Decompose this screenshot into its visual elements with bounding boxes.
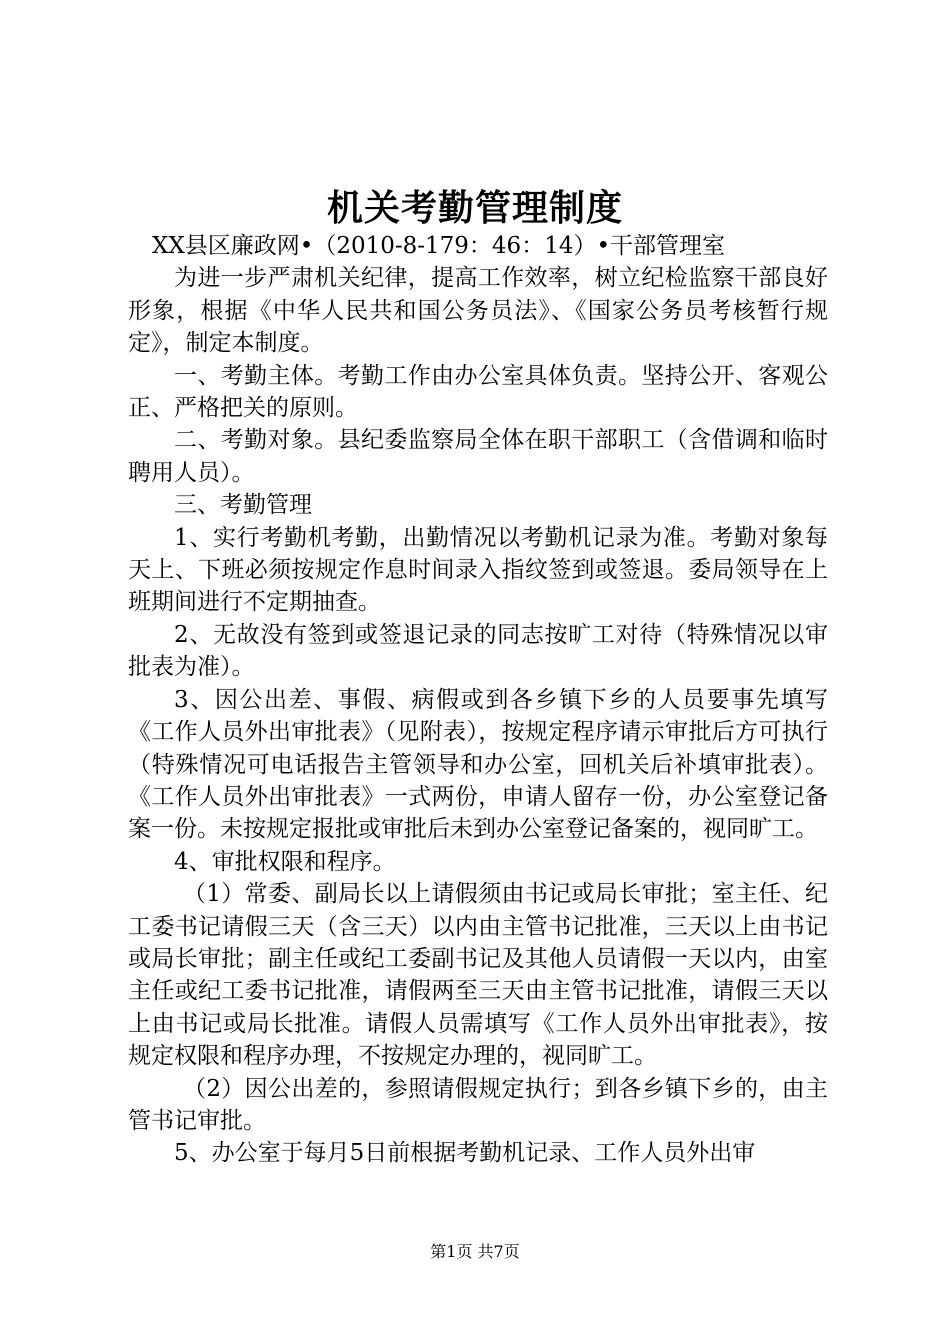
paragraph-subitem-2: （2）因公出差的，参照请假规定执行；到各乡镇下乡的，由主管书记审批。 (128, 1075, 828, 1134)
paragraph-intro: 为进一步严肃机关纪律，提高工作效率，树立纪检监察干部良好形象，根据《中华人民共和国公务员法》、《国家公务员考核暂行规定》，制定本制度。 (128, 265, 828, 357)
paragraph-subitem-1: （1）常委、副局长以上请假须由书记或局长审批；室主任、纪工委书记请假三天（含三天）以内由主管书记批准，三天以上由书记或局长审批；副主任或纪工委副书记及其他人员请假一天以内，由室主任或纪工委书记批准，请假两至三天由主管书记批准，请假三天以上由书记或局长批准。请假人员需填写《工作人员外出审批表》，按规定权限和程序办理，不按规定办理的，视同旷工。 (128, 881, 828, 1070)
document-title: 机关考勤管理制度 (326, 187, 623, 229)
paragraph-item-4: 4、审批权限和程序。 (174, 848, 396, 875)
paragraph-item-5: 5、办公室于每月5日前根据考勤机记录、工作人员外出审 (174, 1140, 756, 1167)
paragraph-item-3: 3、因公出差、事假、病假或到各乡镇下乡的人员要事先填写《工作人员外出审批表》（见附表），按规定程序请示审批后方可执行（特殊情况可电话报告主管领导和办公室，回机关后补填审批表）。《工作人员外出审批表》一式两份，申请人留存一份，办公室登记备案一份。未按规定报批或审批后未到办公室登记备案的，视同旷工。 (128, 686, 828, 843)
page-number: 第1页 共7页 (430, 1242, 520, 1261)
paragraph-item-2: 2、无故没有签到或签退记录的同志按旷工对待（特殊情况以审批表为准）。 (128, 621, 828, 681)
paragraph-item-1: 1、实行考勤机考勤，出勤情况以考勤机记录为准。考勤对象每天上、下班必须按规定作息时间录入指纹签到或签退。委局领导在上班期间进行不定期抽查。 (128, 524, 828, 616)
document-body (128, 230, 828, 1170)
source-line: XX县区廉政网•（2010-8-179：46：14）•干部管理室 (152, 233, 726, 259)
paragraph-section-2: 二、考勤对象。县纪委监察局全体在职干部职工（含借调和临时聘用人员）。 (128, 427, 828, 486)
paragraph-section-3: 三、考勤管理 (174, 492, 312, 519)
paragraph-section-1: 一、考勤主体。考勤工作由办公室具体负责。坚持公开、客观公正、严格把关的原则。 (128, 362, 828, 422)
